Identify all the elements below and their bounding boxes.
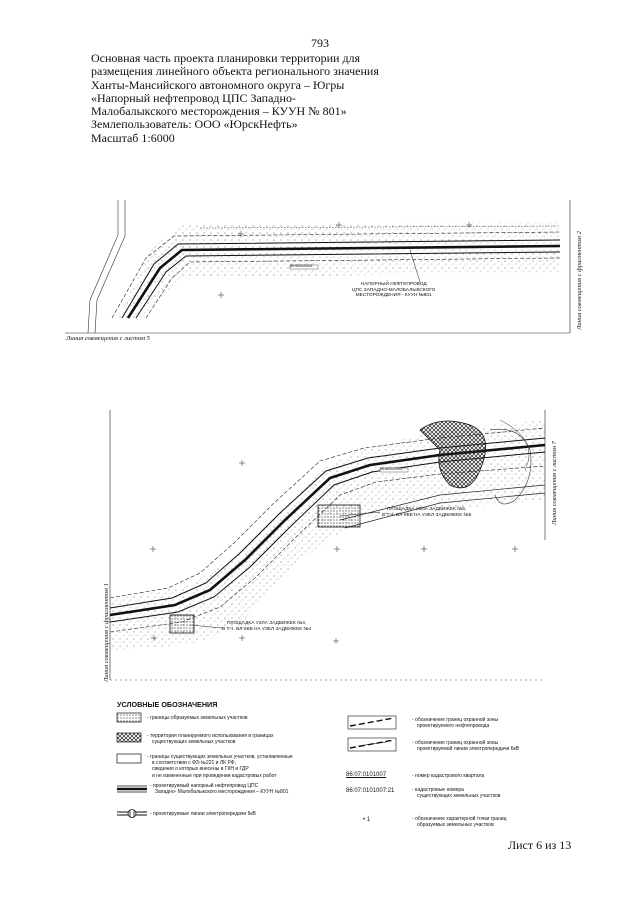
header-line: Основная часть проекта планировки территории для	[91, 51, 361, 65]
line-label-fragment-1: Линия совмещения с фрагментом 1	[103, 583, 110, 682]
header-line: Масштаб 1:6000	[91, 130, 175, 145]
sheet-number: Лист 6 из 13	[508, 838, 572, 852]
line-label-sheet-5: Линия совмещения с листом 5	[66, 335, 150, 342]
dashed-box-pipeline-swatch	[348, 716, 396, 729]
cadastral-tag: 86:08:0020001	[380, 467, 403, 471]
road-line	[88, 200, 118, 333]
pipeline-label: НАПОРНЫЙ НЕФТЕПРОВОД ЦПС ЗАПАДНО-МАЛОБАЛЫКСКОГО МЕСТОРОЖДЕНИЯ - КУУН №801	[352, 282, 436, 299]
legend-item: - обозначение границ охранной зоны проектируемой линии электропередачи 6кВ	[412, 740, 520, 753]
legend-title: УСЛОВНЫЕ ОБОЗНАЧЕНИЯ	[117, 700, 218, 709]
legend-item: - кадастровые номера существующих земельных участков	[412, 787, 501, 800]
map-fragment-1	[65, 200, 570, 333]
valve-site-4-label: ПЛОЩАДКА УЗЛА ЗАДВИЖЕК №4, В Т.Ч. ВЛ-6КВ НА УЗЕЛ ЗАДВИЖЕК №4	[222, 621, 312, 632]
corridor-band	[118, 222, 560, 318]
header-line: Ханты-Мансийского автономного округа – Югры	[91, 77, 345, 92]
header-line: Землепользователь: ООО «ЮрскНефть»	[91, 117, 298, 132]
crosshatch-swatch	[117, 733, 141, 742]
dotted-fill-swatch	[117, 713, 141, 722]
legend-item: - обозначение границ охранной зоны проектируемого нефтепровода	[412, 717, 499, 730]
legend-item: - проектируемые линии электропередачи 6кВ	[150, 811, 256, 817]
valve-site-4	[170, 615, 194, 633]
legend-item: - территория планируемого использования в границах существующих земельных участков	[147, 733, 274, 746]
valve-site-5-label: ПЛОЩАДКА УЗЛА ЗАДВИЖЕК №5, В Т.Ч. ВЛ-6КВ НА УЗЕЛ ЗАДВИЖЕК №5	[382, 507, 472, 518]
dashed-box-powerline-swatch	[348, 738, 396, 751]
cadastral-quarter-sample: 86:07:0101007	[346, 772, 387, 778]
legend-item: - границы образуемых земельных участков	[147, 715, 248, 721]
header-line: «Напорный нефтепровод ЦПС Западно-	[91, 90, 296, 105]
powerline-symbol-swatch	[117, 810, 147, 818]
header-line: размещения линейного объекта регионального значения	[91, 64, 379, 79]
header-line: Малобалыкского месторождения – КУУН № 801»	[91, 104, 347, 119]
page-number: 793	[311, 36, 329, 50]
line-label-sheet-7: Линия совмещения с листом 7	[551, 441, 558, 525]
empty-rect-swatch	[117, 754, 141, 763]
pipeline-line-swatch	[117, 786, 147, 792]
legend-item: - обозначение характерной точки границ образуемых земельных участков	[412, 816, 507, 829]
legend-item: - номер кадастрового квартала	[412, 773, 485, 779]
boundary-point-sample: • 1	[363, 817, 371, 823]
line-label-fragment-2: Линия совмещения с фрагментом 2	[576, 231, 583, 330]
legend-item: - границы существующих земельных участков, установленные в соответствии с ФЗ-№221 и ЛК РФ, сведения о которых внесены в ГКН и ГДР и не измененные при проведении кадастровых работ	[147, 754, 293, 779]
cadastral-tag: 86:08:0020001	[290, 264, 313, 268]
valve-site-5	[318, 505, 360, 527]
map-fragment-2	[110, 410, 545, 680]
legend-item: - проектируемый напорный нефтепровод ЦПС Западно- Малобалыкского месторождения – КУУН №801	[150, 783, 289, 796]
cadastral-number-sample: 86:07:0101007:21	[346, 788, 395, 794]
